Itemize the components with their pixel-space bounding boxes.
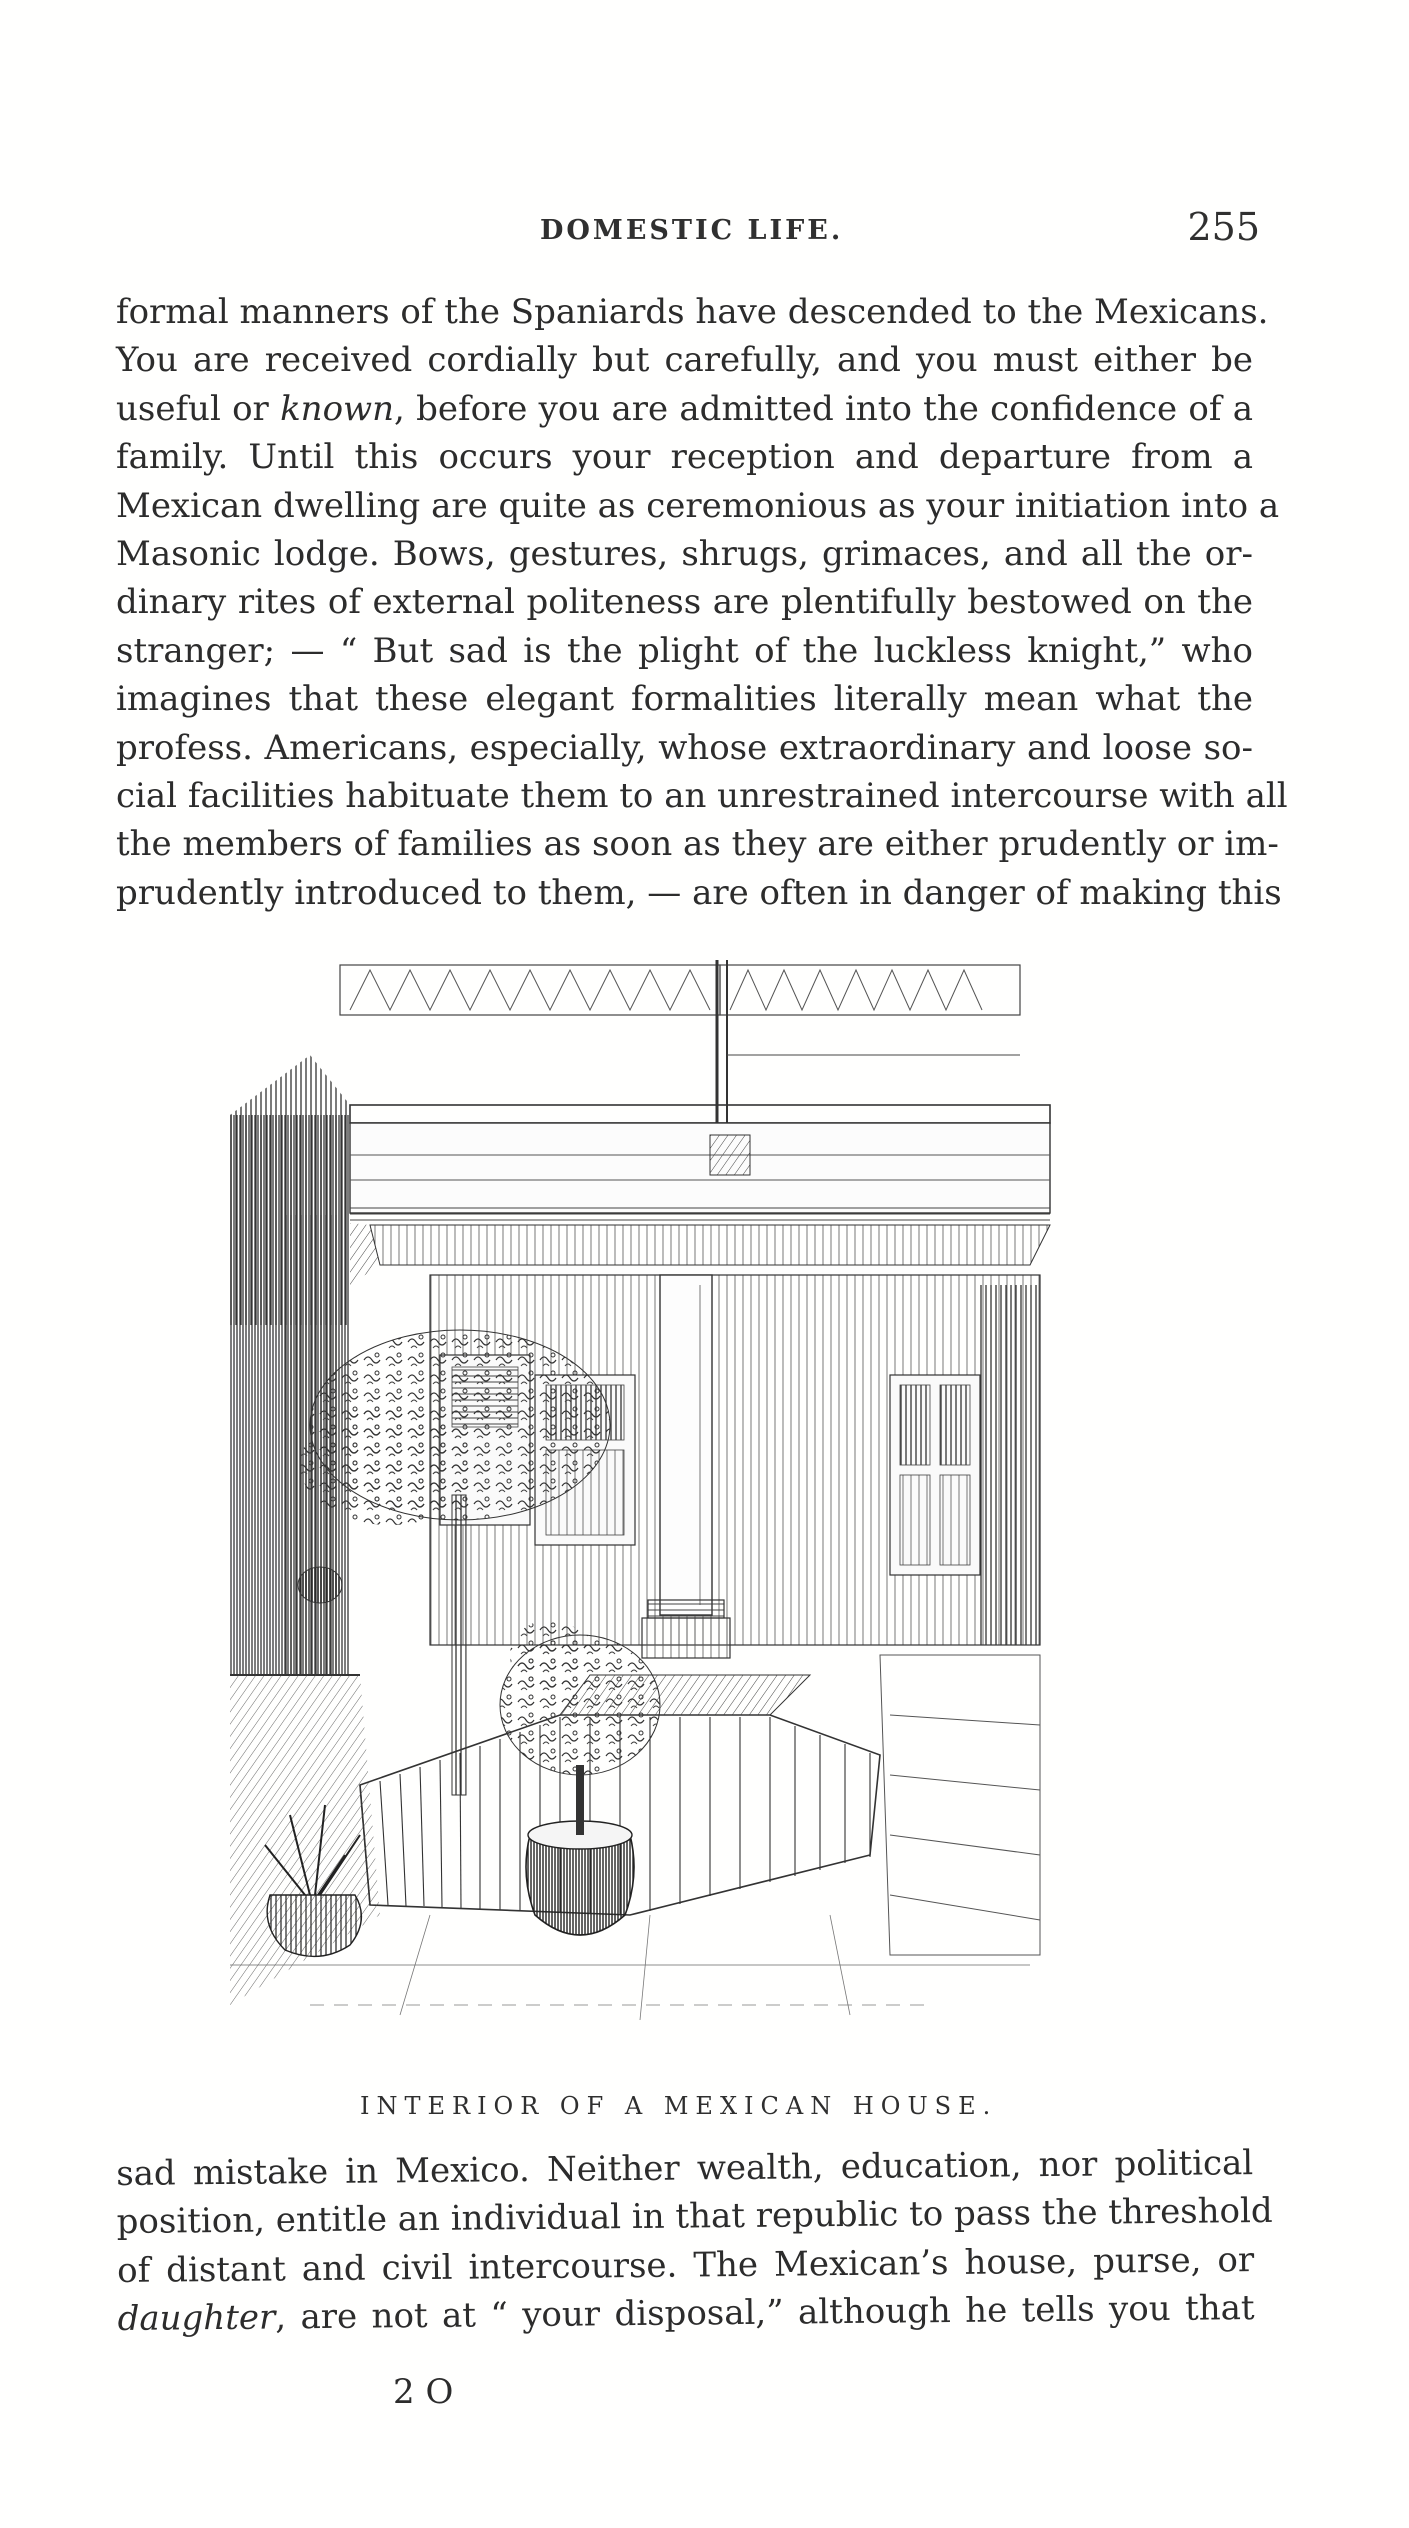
main-beam: [350, 1105, 1050, 1223]
text-line: cial facilities habituate them to an unrestrained intercourse with all: [116, 776, 1288, 817]
italic-word-known: known: [280, 388, 395, 429]
text-line-with-italic: [117, 2284, 1254, 2343]
text-line: the members of families as soon as they are either prudently or im-: [116, 824, 1279, 865]
text-line: position, entitle an individual in that republic to pass the threshold: [116, 2191, 1273, 2243]
paragraph-upper: [116, 288, 1288, 917]
text-line-with-italic: [116, 385, 1253, 433]
text-fragment: useful or: [116, 388, 281, 429]
text-line: of distant and civil intercourse. The Mexican’s house, purse, or: [116, 2239, 1255, 2291]
text-line: prudently introduced to them, — are often in danger of making this: [116, 872, 1282, 913]
text-line: formal manners of the Spaniards have descended to the Mexicans.: [116, 292, 1269, 332]
right-walkway: [880, 1655, 1040, 1955]
text-line: imagines that these elegant formalities literally mean what the: [116, 679, 1253, 720]
text-line: dinary rites of external politeness are plentifully bestowed on the: [116, 582, 1253, 623]
italic-word-daughter: daughter: [117, 2297, 276, 2340]
page-number: 255: [1187, 205, 1260, 249]
engraving-illustration: [230, 955, 1175, 2075]
text-line: Mexican dwelling are quite as ceremonious as your initiation into a: [116, 485, 1280, 526]
text-line: stranger; — “ But sad is the plight of the luckless knight,” who: [116, 630, 1253, 671]
text-line: Masonic lodge. Bows, gestures, shrugs, grimaces, and all the or-: [116, 534, 1253, 575]
potted-plant: [500, 1620, 660, 1935]
running-title: DOMESTIC LIFE.: [540, 215, 844, 246]
text-fragment: , are not at “ your disposal,” although he tells you that: [275, 2288, 1255, 2338]
text-line: sad mistake in Mexico. Neither wealth, education, nor political: [116, 2143, 1254, 2194]
text-fragment: , before you are admitted into the confidence of a: [394, 388, 1253, 429]
paragraph-lower: [116, 2139, 1273, 2344]
signature-mark: 2 O: [393, 2372, 454, 2412]
text-line: You are received cordially but carefully, and you must either be: [116, 340, 1253, 381]
figure-caption: INTERIOR OF A MEXICAN HOUSE.: [360, 2092, 998, 2120]
text-line: family. Until this occurs your reception and departure from a: [116, 437, 1253, 478]
engraving-interior-mexican-house: [230, 955, 1175, 2075]
running-head: [120, 205, 1260, 255]
text-line: profess. Americans, especially, whose extraordinary and loose so-: [116, 727, 1253, 768]
roof-lattice: [340, 960, 1020, 1135]
